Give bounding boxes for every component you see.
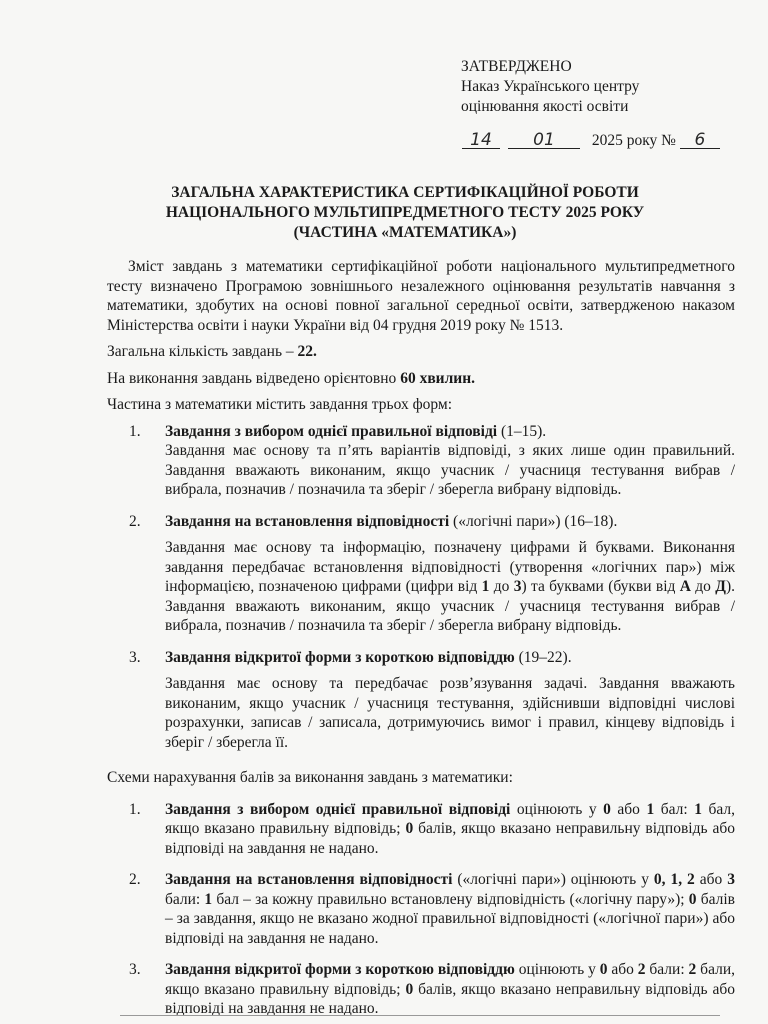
scoring-item-title: Завдання на встановлення відповідності	[165, 871, 453, 888]
desc-bold: А	[679, 578, 691, 595]
score-text: бали:	[645, 961, 689, 978]
form-item-description	[165, 538, 735, 636]
title-line-1: ЗАГАЛЬНА ХАРАКТЕРИСТИКА СЕРТИФІКАЦІЙНОЇ РОБОТИ	[171, 184, 639, 201]
score-text: балів – за завдання, якщо не вказано жодної правильної відповідності («логічної пари») або відповіді на завдання не надано.	[165, 890, 735, 947]
form-item-range: («логічні пари») (16–18).	[449, 512, 618, 530]
scoring-item-text	[165, 960, 735, 1019]
score-text: бал – за кожну правильно встановлену відповідність («логічну пару»);	[212, 890, 689, 908]
form-item-number: 1.	[129, 422, 141, 440]
desc-text: Завдання має основу та інформацію, позначену цифрами й буквами. Виконання завдання передбачає встановлення відповідності (утворення «логічних пар») між інформацією, позначеною цифрами (цифри від	[165, 539, 735, 595]
order-year-text: 2025 року №	[591, 132, 676, 149]
approval-stamp	[461, 57, 639, 117]
form-item	[107, 512, 735, 636]
score-bold: 0	[405, 820, 414, 837]
form-item-number: 2.	[129, 512, 141, 530]
scoring-item-number: 1.	[129, 800, 141, 818]
forms-intro: Частина з математики містить завдання трьох форм:	[107, 396, 453, 413]
score-text: або	[694, 871, 728, 888]
time-label: На виконання завдань відведено орієнтовно	[107, 369, 401, 387]
score-text: або	[607, 961, 638, 978]
score-text: бал:	[654, 800, 695, 818]
form-item-title: Завдання з вибором однієї правильної відповіді	[165, 422, 498, 440]
score-bold: 0	[603, 800, 611, 818]
form-item-heading	[165, 512, 735, 532]
form-item-description: Завдання має основу та п’ять варіантів відповіді, з яких лише один правильний. Завдання вважають виконаним, якщо учасник / учасниця тестування вибрав / вибрала, позначив / позначила та зберіг / зберегла вибрану відповідь.	[165, 442, 735, 498]
score-text: балів, якщо вказано неправильну відповідь або відповіді на завдання не надано.	[165, 980, 735, 1017]
title-line-2: НАЦІОНАЛЬНОГО МУЛЬТИПРЕДМЕТНОГО ТЕСТУ 2025 РОКУ	[165, 204, 645, 221]
scoring-intro: Схеми нарахування балів за виконання завдань з математики:	[107, 769, 513, 786]
score-text: балів, якщо вказано неправильну відповідь або відповіді на завдання не надано.	[165, 820, 735, 857]
form-item-heading	[165, 422, 735, 442]
total-tasks-value: 22.	[297, 343, 317, 360]
order-day: 14	[462, 132, 500, 149]
desc-bold: 1	[481, 578, 490, 595]
scoring-item-title: Завдання відкритої форми з короткою відповіддю	[165, 961, 515, 978]
form-item-number: 3.	[129, 648, 141, 666]
score-bold: 0, 1, 2	[653, 871, 695, 888]
total-tasks	[107, 342, 735, 362]
order-date-line	[462, 131, 720, 151]
scoring-item	[107, 960, 735, 1019]
desc-text: до	[690, 578, 716, 595]
form-item-description: Завдання має основу та передбачає розв’язування задачі. Завдання вважають виконаним, якщо учасник / учасниця тестування, здійснивши відповідні числові розрахунки, записав / записала, дотримуючись вимог і правил, кінцеву відповідь і зберіг / зберегла її.	[165, 675, 735, 751]
form-item-heading	[165, 648, 735, 668]
score-bold: 0	[688, 890, 697, 908]
score-text: бали, якщо вказано правильну відповідь;	[165, 961, 735, 998]
score-bold: 0	[405, 980, 414, 998]
score-bold: 0	[599, 961, 608, 978]
desc-text: ) та буквами (букви від	[521, 578, 680, 595]
scoring-item-number: 3.	[129, 961, 141, 978]
desc-bold: Д	[715, 578, 726, 595]
score-text: оцінюють у	[510, 800, 604, 818]
scoring-item-number: 2.	[129, 871, 141, 888]
score-text: бали:	[165, 890, 205, 908]
score-bold: 2	[688, 961, 697, 978]
approval-heading: ЗАТВЕРДЖЕНО	[461, 58, 572, 75]
score-bold: 1	[204, 890, 213, 908]
total-tasks-label: Загальна кількість завдань –	[107, 343, 298, 360]
time-value: 60 хвилин.	[400, 369, 476, 387]
scoring-item-title: Завдання з вибором однієї правильної відповіді	[165, 800, 511, 818]
desc-text: ). Завдання вважають виконаним, якщо учасник / учасниця тестування вибрав / вибрала, позначив / позначила та зберіг / зберегла вибрану відповідь.	[165, 578, 735, 634]
form-item-title: Завдання на встановлення відповідності	[165, 512, 450, 530]
score-bold: 1	[646, 800, 655, 818]
score-bold: 3	[727, 871, 735, 888]
page-bottom-rule	[120, 1015, 720, 1016]
document-title	[120, 183, 690, 243]
desc-text: до	[489, 578, 514, 595]
intro-paragraph: Зміст завдань з математики сертифікаційної роботи національного мультипредметного тесту визначено Програмою зовнішнього незалежного оцінювання результатів навчання з математики, здобутих на основі повної загальної середньої освіти, затвердженою наказом Міністерства освіти і науки України від 04 грудня 2019 року № 1513.	[107, 258, 735, 334]
desc-bold: 3	[513, 578, 522, 595]
scoring-item	[107, 870, 735, 948]
order-number: 6	[680, 132, 720, 149]
form-item	[107, 422, 735, 500]
scoring-item	[107, 800, 735, 859]
score-text: бал, якщо вказано правильну відповідь;	[165, 800, 735, 837]
scoring-item-text	[165, 800, 735, 859]
form-item-range: (19–22).	[514, 648, 572, 666]
form-item-title: Завдання відкритої форми з короткою відповіддю	[165, 648, 515, 666]
title-line-3: (ЧАСТИНА «МАТЕМАТИКА»)	[293, 224, 517, 241]
approval-org-line: оцінювання якості освіти	[461, 98, 629, 115]
form-item	[107, 648, 735, 753]
score-text: («логічні пари») оцінюють у	[452, 871, 654, 888]
score-bold: 2	[637, 961, 646, 978]
order-month: 01	[508, 132, 580, 149]
scoring-item-text	[165, 870, 735, 948]
score-bold: 1	[694, 800, 702, 818]
form-item-range: (1–15).	[497, 422, 547, 440]
score-text: або	[610, 800, 647, 818]
approval-order-line: Наказ Українського центру	[461, 78, 640, 95]
time-allotted	[107, 369, 735, 389]
score-text: оцінюють у	[514, 961, 600, 978]
document-body	[107, 257, 735, 1019]
